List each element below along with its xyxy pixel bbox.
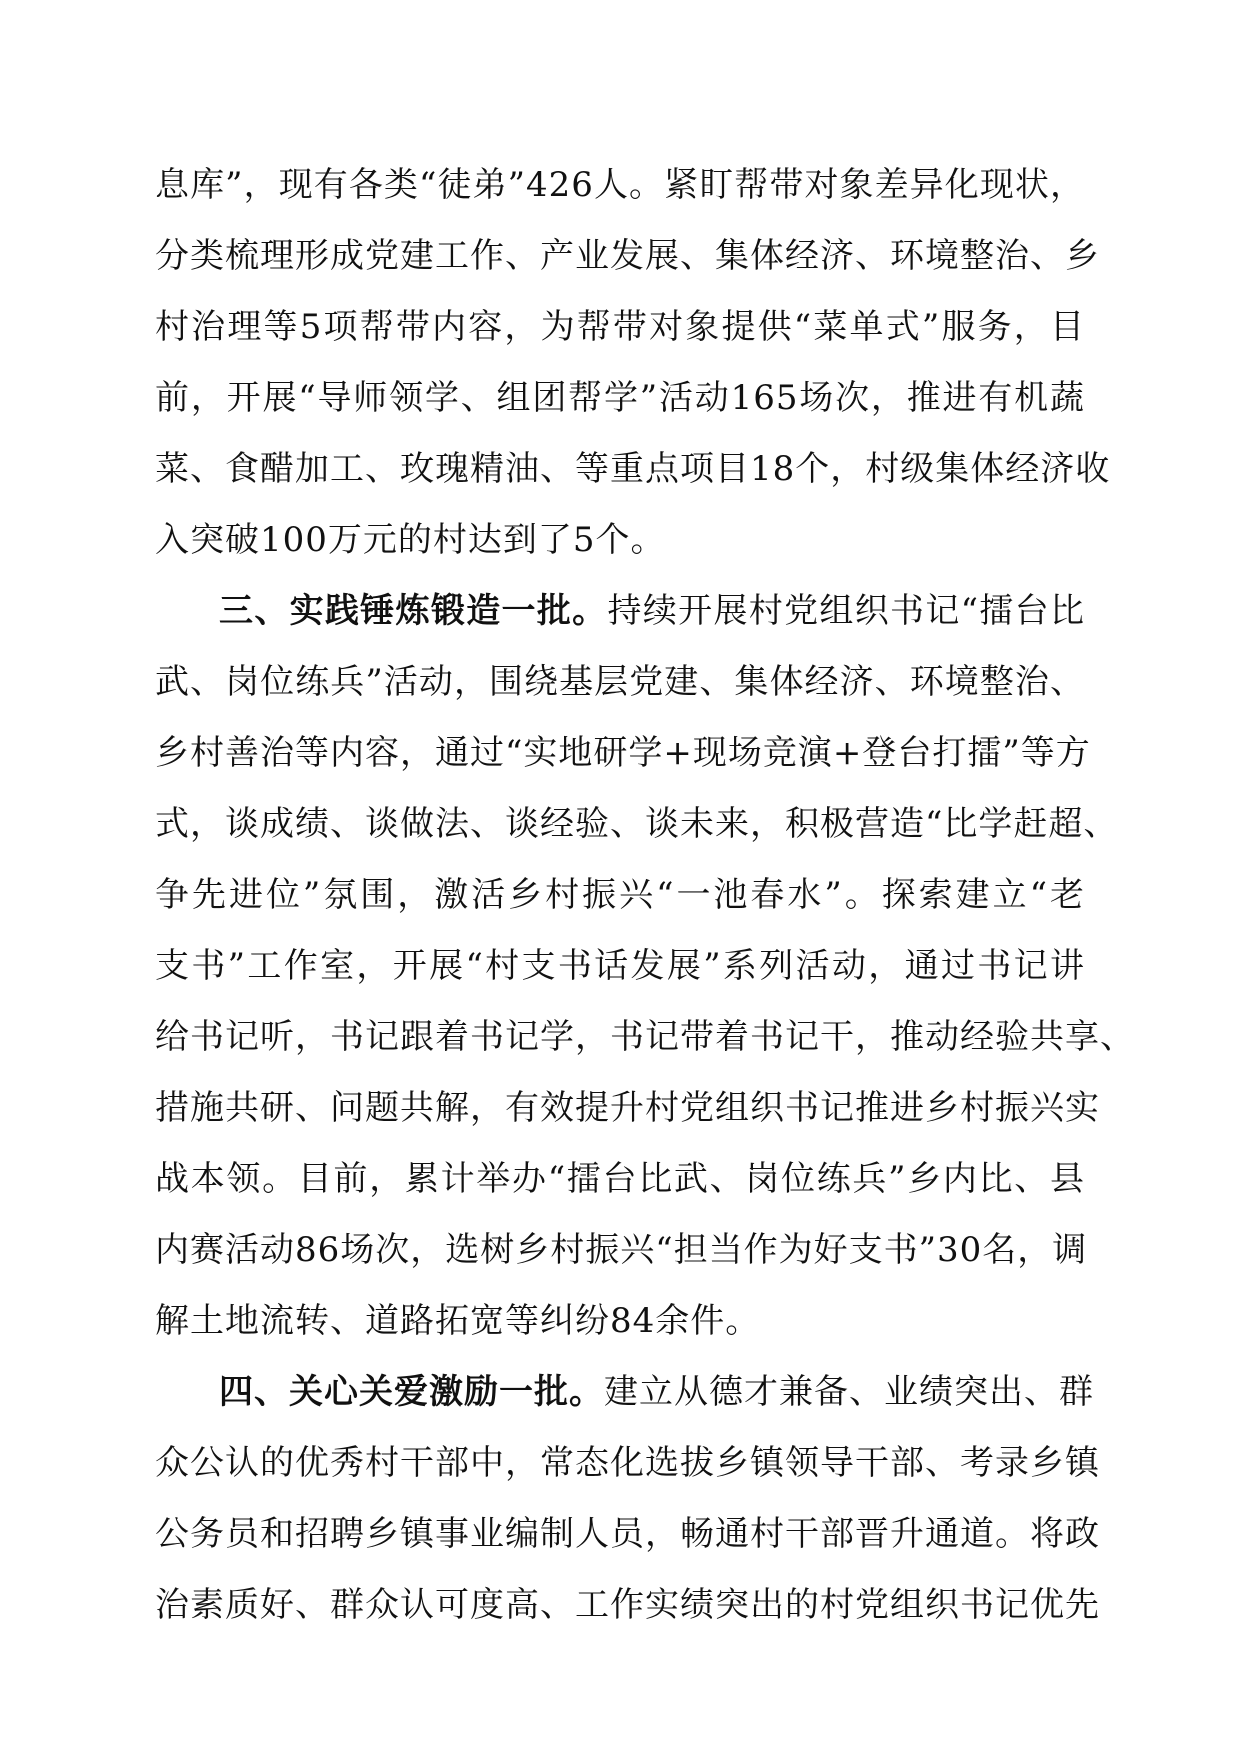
text-line: 分类梳理形成党建工作、产业发展、集体经济、环境整治、乡 [155, 236, 1100, 276]
text-line: 治素质好、群众认可度高、工作实绩突出的村党组织书记优先 [155, 1585, 1100, 1625]
text-line: 乡村善治等内容，通过“实地研学+现场竞演+登台打擂”等方 [155, 733, 1091, 773]
text-line: 措施共研、问题共解，有效提升村党组织书记推进乡村振兴实 [155, 1088, 1100, 1128]
text-line: 战本领。目前，累计举办“擂台比武、岗位练兵”乡内比、县 [155, 1159, 1085, 1199]
text-line: 支书”工作室，开展“村支书话发展”系列活动，通过书记讲 [155, 946, 1085, 986]
text-line: 入突破100万元的村达到了5个。 [155, 520, 666, 560]
text-line [155, 576, 1085, 647]
document-page [155, 150, 1135, 1641]
text-line: 武、岗位练兵”活动，围绕基层党建、集体经济、环境整治、 [155, 662, 1085, 702]
text-line: 公务员和招聘乡镇事业编制人员，畅通村干部晋升通道。将政 [155, 1514, 1100, 1554]
text-line: 式，谈成绩、谈做法、谈经验、谈未来，积极营造“比学赶超、 [155, 804, 1119, 844]
section-4-heading: 四、关心关爱激励一批。 [219, 1372, 604, 1412]
text-line [155, 1357, 1094, 1428]
text-line: 给书记听，书记跟着书记学，书记带着书记干，推动经验共享、 [155, 1017, 1135, 1057]
section-3-heading: 三、实践锤炼锻造一批。 [219, 591, 608, 631]
section-4-first-line-text: 建立从德才兼备、业绩突出、群 [604, 1372, 1094, 1412]
section-4-paragraph [155, 1357, 1100, 1641]
text-line: 村治理等5项帮带内容，为帮带对象提供“菜单式”服务，目 [155, 307, 1085, 347]
text-line: 息库”，现有各类“徒弟”426人。紧盯帮带对象差异化现状， [155, 165, 1085, 205]
text-line: 争先进位”氛围，激活乡村振兴“一池春水”。探索建立“老 [155, 875, 1085, 915]
paragraph-1 [155, 150, 1111, 576]
text-line: 解土地流转、道路拓宽等纠纷84余件。 [155, 1301, 761, 1341]
section-3-paragraph [155, 576, 1135, 1357]
text-line: 前，开展“导师领学、组团帮学”活动165场次，推进有机蔬 [155, 378, 1085, 418]
text-line: 内赛活动86场次，选树乡村振兴“担当作为好支书”30名，调 [155, 1230, 1088, 1270]
text-line: 菜、食醋加工、玫瑰精油、等重点项目18个，村级集体经济收 [155, 449, 1111, 489]
section-3-first-line-text: 持续开展村党组织书记“擂台比 [607, 591, 1086, 631]
text-line: 众公认的优秀村干部中，常态化选拔乡镇领导干部、考录乡镇 [155, 1443, 1100, 1483]
